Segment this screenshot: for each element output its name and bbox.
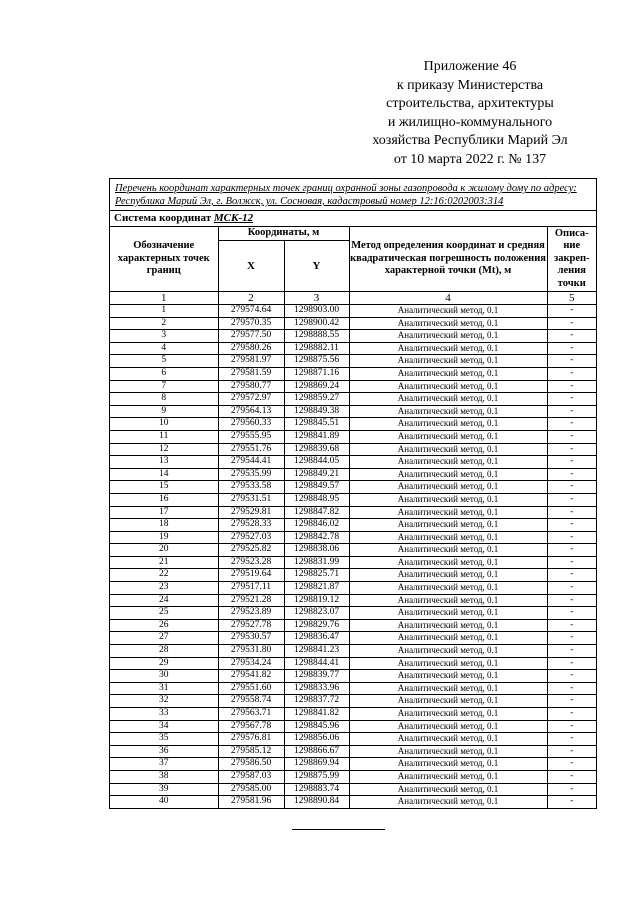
table-row <box>110 544 596 557</box>
description-value: - <box>547 569 596 582</box>
description-value: - <box>547 393 596 406</box>
method-value: Аналитический метод, 0.1 <box>349 733 547 746</box>
x-value: 279580.77 <box>218 380 284 393</box>
description-value: - <box>547 456 596 469</box>
method-value: Аналитический метод, 0.1 <box>349 531 547 544</box>
point-number: 15 <box>110 481 218 494</box>
point-number: 33 <box>110 708 218 721</box>
y-value: 1298883.74 <box>284 783 349 796</box>
y-value: 1298900.42 <box>284 317 349 330</box>
column-number: 1 <box>110 292 218 305</box>
y-value: 1298856.06 <box>284 733 349 746</box>
header-method: Метод определения координат и средняя квадратическая погрешность положения характерной точки (Mt), м <box>349 227 547 292</box>
y-value: 1298841.23 <box>284 645 349 658</box>
table-row <box>110 317 596 330</box>
table-row <box>110 657 596 670</box>
method-value: Аналитический метод, 0.1 <box>349 796 547 808</box>
coordinates-frame <box>109 178 597 809</box>
method-value: Аналитический метод, 0.1 <box>349 468 547 481</box>
coordinates-table <box>110 226 596 808</box>
header-point-name: Обозначение характерных точек границ <box>110 227 218 292</box>
x-value: 279534.24 <box>218 657 284 670</box>
method-value: Аналитический метод, 0.1 <box>349 708 547 721</box>
description-value: - <box>547 619 596 632</box>
method-value: Аналитический метод, 0.1 <box>349 380 547 393</box>
method-value: Аналитический метод, 0.1 <box>349 645 547 658</box>
point-number: 12 <box>110 443 218 456</box>
description-value: - <box>547 468 596 481</box>
x-value: 279523.89 <box>218 607 284 620</box>
method-value: Аналитический метод, 0.1 <box>349 506 547 519</box>
y-value: 1298866.67 <box>284 745 349 758</box>
method-value: Аналитический метод, 0.1 <box>349 556 547 569</box>
y-value: 1298847.82 <box>284 506 349 519</box>
table-row <box>110 758 596 771</box>
description-value: - <box>547 443 596 456</box>
x-value: 279530.57 <box>218 632 284 645</box>
method-value: Аналитический метод, 0.1 <box>349 305 547 318</box>
footer-divider <box>292 829 385 830</box>
table-row <box>110 733 596 746</box>
description-value: - <box>547 632 596 645</box>
y-value: 1298875.56 <box>284 355 349 368</box>
point-number: 19 <box>110 531 218 544</box>
y-value: 1298838.06 <box>284 544 349 557</box>
y-value: 1298833.96 <box>284 682 349 695</box>
coordinate-system-label: Система координат <box>114 212 212 224</box>
y-value: 1298831.99 <box>284 556 349 569</box>
point-number: 7 <box>110 380 218 393</box>
point-number: 16 <box>110 493 218 506</box>
description-value: - <box>547 367 596 380</box>
point-number: 27 <box>110 632 218 645</box>
x-value: 279517.11 <box>218 582 284 595</box>
x-value: 279544.41 <box>218 456 284 469</box>
header-x: X <box>218 241 284 292</box>
table-row <box>110 493 596 506</box>
method-value: Аналитический метод, 0.1 <box>349 342 547 355</box>
y-value: 1298888.55 <box>284 330 349 343</box>
method-value: Аналитический метод, 0.1 <box>349 430 547 443</box>
x-value: 279585.00 <box>218 783 284 796</box>
method-value: Аналитический метод, 0.1 <box>349 582 547 595</box>
description-value: - <box>547 430 596 443</box>
point-number: 30 <box>110 670 218 683</box>
header-line: строительства, архитектуры <box>386 96 554 111</box>
x-value: 279527.78 <box>218 619 284 632</box>
appendix-header <box>340 58 600 169</box>
table-row <box>110 770 596 783</box>
point-number: 35 <box>110 733 218 746</box>
method-value: Аналитический метод, 0.1 <box>349 745 547 758</box>
table-row <box>110 481 596 494</box>
description-value: - <box>547 682 596 695</box>
y-value: 1298845.51 <box>284 418 349 431</box>
description-value: - <box>547 330 596 343</box>
y-value: 1298848.95 <box>284 493 349 506</box>
header-y: Y <box>284 241 349 292</box>
table-row <box>110 796 596 808</box>
x-value: 279572.97 <box>218 393 284 406</box>
point-number: 8 <box>110 393 218 406</box>
point-number: 26 <box>110 619 218 632</box>
header-coordinates: Координаты, м <box>218 227 349 241</box>
point-number: 14 <box>110 468 218 481</box>
y-value: 1298844.41 <box>284 657 349 670</box>
table-row <box>110 670 596 683</box>
y-value: 1298869.94 <box>284 758 349 771</box>
x-value: 279558.74 <box>218 695 284 708</box>
table-row <box>110 720 596 733</box>
method-value: Аналитический метод, 0.1 <box>349 695 547 708</box>
point-number: 24 <box>110 594 218 607</box>
method-value: Аналитический метод, 0.1 <box>349 481 547 494</box>
method-value: Аналитический метод, 0.1 <box>349 418 547 431</box>
method-value: Аналитический метод, 0.1 <box>349 443 547 456</box>
point-number: 1 <box>110 305 218 318</box>
y-value: 1298871.16 <box>284 367 349 380</box>
table-row <box>110 531 596 544</box>
y-value: 1298846.02 <box>284 519 349 532</box>
x-value: 279574.64 <box>218 305 284 318</box>
table-row <box>110 418 596 431</box>
table-row <box>110 695 596 708</box>
x-value: 279577.50 <box>218 330 284 343</box>
y-value: 1298841.82 <box>284 708 349 721</box>
method-value: Аналитический метод, 0.1 <box>349 632 547 645</box>
x-value: 279585.12 <box>218 745 284 758</box>
point-number: 29 <box>110 657 218 670</box>
description-value: - <box>547 645 596 658</box>
description-value: - <box>547 745 596 758</box>
header-line: от 10 марта 2022 г. № 137 <box>393 151 547 167</box>
point-number: 22 <box>110 569 218 582</box>
x-value: 279576.81 <box>218 733 284 746</box>
point-number: 21 <box>110 556 218 569</box>
coordinate-system <box>110 210 596 226</box>
y-value: 1298841.89 <box>284 430 349 443</box>
x-value: 279521.28 <box>218 594 284 607</box>
x-value: 279555.95 <box>218 430 284 443</box>
table-row <box>110 380 596 393</box>
method-value: Аналитический метод, 0.1 <box>349 544 547 557</box>
table-row <box>110 619 596 632</box>
method-value: Аналитический метод, 0.1 <box>349 670 547 683</box>
y-value: 1298839.77 <box>284 670 349 683</box>
table-row <box>110 305 596 318</box>
table-row <box>110 607 596 620</box>
point-number: 9 <box>110 405 218 418</box>
point-number: 36 <box>110 745 218 758</box>
x-value: 279581.59 <box>218 367 284 380</box>
y-value: 1298837.72 <box>284 695 349 708</box>
x-value: 279570.35 <box>218 317 284 330</box>
x-value: 279581.96 <box>218 796 284 808</box>
x-value: 279551.60 <box>218 682 284 695</box>
method-value: Аналитический метод, 0.1 <box>349 720 547 733</box>
header-line: и жилищно-коммунального <box>387 114 553 130</box>
description-value: - <box>547 418 596 431</box>
point-number: 25 <box>110 607 218 620</box>
coordinate-system-value: МСК-12 <box>213 212 254 224</box>
y-value: 1298849.38 <box>284 405 349 418</box>
method-value: Аналитический метод, 0.1 <box>349 770 547 783</box>
y-value: 1298825.71 <box>284 569 349 582</box>
x-value: 279529.81 <box>218 506 284 519</box>
header-line: Приложение 46 <box>423 59 517 74</box>
point-number: 39 <box>110 783 218 796</box>
y-value: 1298836.47 <box>284 632 349 645</box>
point-number: 17 <box>110 506 218 519</box>
description-value: - <box>547 607 596 620</box>
table-row <box>110 569 596 582</box>
column-number-row <box>110 292 596 305</box>
method-value: Аналитический метод, 0.1 <box>349 355 547 368</box>
y-value: 1298849.57 <box>284 481 349 494</box>
method-value: Аналитический метод, 0.1 <box>349 330 547 343</box>
y-value: 1298849.21 <box>284 468 349 481</box>
y-value: 1298819.12 <box>284 594 349 607</box>
point-number: 2 <box>110 317 218 330</box>
description-value: - <box>547 708 596 721</box>
description-value: - <box>547 758 596 771</box>
description-value: - <box>547 783 596 796</box>
header-description: Описа- ние закреп- ления точки <box>547 227 596 292</box>
table-row <box>110 582 596 595</box>
y-value: 1298869.24 <box>284 380 349 393</box>
x-value: 279580.26 <box>218 342 284 355</box>
table-row <box>110 456 596 469</box>
y-value: 1298890.84 <box>284 796 349 808</box>
x-value: 279563.71 <box>218 708 284 721</box>
column-number: 5 <box>547 292 596 305</box>
description-value: - <box>547 493 596 506</box>
y-value: 1298829.76 <box>284 619 349 632</box>
point-number: 23 <box>110 582 218 595</box>
method-value: Аналитический метод, 0.1 <box>349 607 547 620</box>
method-value: Аналитический метод, 0.1 <box>349 657 547 670</box>
method-value: Аналитический метод, 0.1 <box>349 594 547 607</box>
y-value: 1298875.99 <box>284 770 349 783</box>
point-number: 3 <box>110 330 218 343</box>
y-value: 1298859.27 <box>284 393 349 406</box>
header-line: хозяйства Республики Марий Эл <box>372 133 568 148</box>
table-row <box>110 355 596 368</box>
description-value: - <box>547 796 596 808</box>
method-value: Аналитический метод, 0.1 <box>349 519 547 532</box>
point-number: 4 <box>110 342 218 355</box>
table-row <box>110 783 596 796</box>
description-value: - <box>547 556 596 569</box>
column-number: 3 <box>284 292 349 305</box>
table-row <box>110 342 596 355</box>
column-number: 4 <box>349 292 547 305</box>
y-value: 1298845.96 <box>284 720 349 733</box>
y-value: 1298882.11 <box>284 342 349 355</box>
x-value: 279581.97 <box>218 355 284 368</box>
table-row <box>110 405 596 418</box>
table-row <box>110 330 596 343</box>
table-caption: Перечень координат характерных точек границ охранной зоны газопровода к жилому дому по адресу: Республика Марий Эл, г. Волжск, ул. Сосновая, кадастровый номер 12:16:0202003:314 <box>115 183 577 207</box>
table-row <box>110 556 596 569</box>
description-value: - <box>547 670 596 683</box>
x-value: 279586.50 <box>218 758 284 771</box>
method-value: Аналитический метод, 0.1 <box>349 682 547 695</box>
method-value: Аналитический метод, 0.1 <box>349 405 547 418</box>
table-row <box>110 745 596 758</box>
table-row <box>110 393 596 406</box>
y-value: 1298903.00 <box>284 305 349 318</box>
description-value: - <box>547 342 596 355</box>
x-value: 279531.51 <box>218 493 284 506</box>
table-row <box>110 519 596 532</box>
x-value: 279567.78 <box>218 720 284 733</box>
x-value: 279535.99 <box>218 468 284 481</box>
column-number: 2 <box>218 292 284 305</box>
description-value: - <box>547 481 596 494</box>
table-row <box>110 468 596 481</box>
description-value: - <box>547 582 596 595</box>
method-value: Аналитический метод, 0.1 <box>349 569 547 582</box>
x-value: 279525.82 <box>218 544 284 557</box>
point-number: 34 <box>110 720 218 733</box>
y-value: 1298821.87 <box>284 582 349 595</box>
table-row <box>110 506 596 519</box>
table-row <box>110 645 596 658</box>
description-value: - <box>547 531 596 544</box>
description-value: - <box>547 733 596 746</box>
description-value: - <box>547 305 596 318</box>
point-number: 37 <box>110 758 218 771</box>
description-value: - <box>547 544 596 557</box>
method-value: Аналитический метод, 0.1 <box>349 493 547 506</box>
x-value: 279564.13 <box>218 405 284 418</box>
description-value: - <box>547 355 596 368</box>
x-value: 279541.82 <box>218 670 284 683</box>
point-number: 18 <box>110 519 218 532</box>
point-number: 40 <box>110 796 218 808</box>
description-value: - <box>547 506 596 519</box>
x-value: 279523.28 <box>218 556 284 569</box>
y-value: 1298839.68 <box>284 443 349 456</box>
header-line: к приказу Министерства <box>396 77 544 93</box>
table-row <box>110 430 596 443</box>
point-number: 32 <box>110 695 218 708</box>
point-number: 11 <box>110 430 218 443</box>
table-row <box>110 682 596 695</box>
point-number: 10 <box>110 418 218 431</box>
method-value: Аналитический метод, 0.1 <box>349 783 547 796</box>
x-value: 279533.58 <box>218 481 284 494</box>
table-row <box>110 367 596 380</box>
description-value: - <box>547 405 596 418</box>
point-number: 5 <box>110 355 218 368</box>
table-row <box>110 708 596 721</box>
description-value: - <box>547 380 596 393</box>
description-value: - <box>547 695 596 708</box>
method-value: Аналитический метод, 0.1 <box>349 758 547 771</box>
x-value: 279519.64 <box>218 569 284 582</box>
point-number: 38 <box>110 770 218 783</box>
point-number: 13 <box>110 456 218 469</box>
description-value: - <box>547 519 596 532</box>
point-number: 6 <box>110 367 218 380</box>
method-value: Аналитический метод, 0.1 <box>349 456 547 469</box>
y-value: 1298844.05 <box>284 456 349 469</box>
description-value: - <box>547 720 596 733</box>
table-row <box>110 443 596 456</box>
x-value: 279528.33 <box>218 519 284 532</box>
y-value: 1298823.07 <box>284 607 349 620</box>
point-number: 31 <box>110 682 218 695</box>
method-value: Аналитический метод, 0.1 <box>349 317 547 330</box>
point-number: 28 <box>110 645 218 658</box>
method-value: Аналитический метод, 0.1 <box>349 393 547 406</box>
description-value: - <box>547 317 596 330</box>
x-value: 279587.03 <box>218 770 284 783</box>
method-value: Аналитический метод, 0.1 <box>349 367 547 380</box>
table-row <box>110 594 596 607</box>
description-value: - <box>547 657 596 670</box>
table-row <box>110 632 596 645</box>
x-value: 279560.33 <box>218 418 284 431</box>
description-value: - <box>547 770 596 783</box>
method-value: Аналитический метод, 0.1 <box>349 619 547 632</box>
x-value: 279551.76 <box>218 443 284 456</box>
x-value: 279527.03 <box>218 531 284 544</box>
point-number: 20 <box>110 544 218 557</box>
description-value: - <box>547 594 596 607</box>
x-value: 279531.80 <box>218 645 284 658</box>
y-value: 1298842.78 <box>284 531 349 544</box>
